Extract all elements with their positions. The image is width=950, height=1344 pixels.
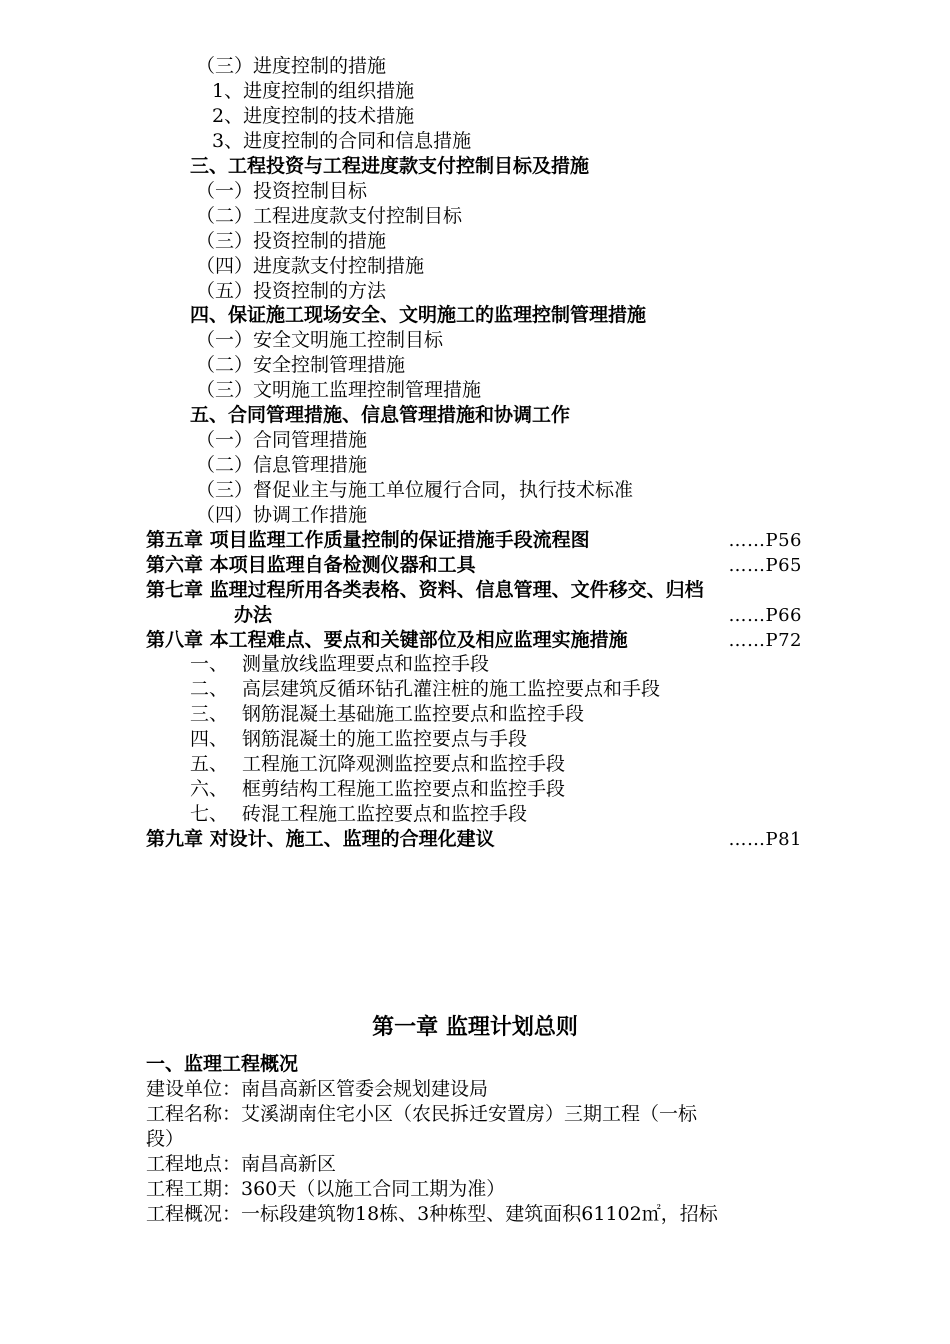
toc-chapter-7: 第七章 监理过程所用各类表格、资料、信息管理、文件移交、归档 <box>146 579 704 601</box>
toc-item: （四）协调工作措施 <box>196 504 368 526</box>
toc-page-number: ……P56 <box>728 530 802 551</box>
toc-item: 二、 高层建筑反循环钻孔灌注桩的施工监控要点和手段 <box>190 678 661 700</box>
toc-item: （二）工程进度款支付控制目标 <box>196 205 463 227</box>
toc-item: （一）合同管理措施 <box>196 429 368 451</box>
toc-chapter-9: 第九章 对设计、施工、监理的合理化建议 <box>146 828 495 850</box>
toc-chapter-6: 第六章 本项目监理自备检测仪器和工具 <box>146 554 476 576</box>
section-heading: 一、监理工程概况 <box>146 1053 299 1075</box>
toc-item: （二）信息管理措施 <box>196 454 368 476</box>
toc-section-heading: 五、合同管理措施、信息管理措施和协调工作 <box>190 404 571 426</box>
chapter-title: 第一章 监理计划总则 <box>372 1014 578 1040</box>
toc-item: （五）投资控制的方法 <box>196 280 387 302</box>
toc-item: （一）安全文明施工控制目标 <box>196 329 444 351</box>
body-line: 工程地点：南昌高新区 <box>146 1153 337 1175</box>
toc-item: （三）文明施工监理控制管理措施 <box>196 379 482 401</box>
toc-item: 一、 测量放线监理要点和监控手段 <box>190 653 490 675</box>
toc-chapter-7-continued: 办法 <box>234 604 273 626</box>
toc-item: 2、进度控制的技术措施 <box>212 105 415 127</box>
toc-item: （一）投资控制目标 <box>196 180 368 202</box>
toc-item: （二）安全控制管理措施 <box>196 354 406 376</box>
toc-item: 1、进度控制的组织措施 <box>212 80 415 102</box>
body-line: 段） <box>146 1128 185 1150</box>
toc-item: 四、 钢筋混凝土的施工监控要点与手段 <box>190 728 528 750</box>
toc-item: 七、 砖混工程施工监控要点和监控手段 <box>190 803 528 825</box>
toc-section-heading: 三、工程投资与工程进度款支付控制目标及措施 <box>190 155 590 177</box>
toc-item: 五、 工程施工沉降观测监控要点和监控手段 <box>190 753 566 775</box>
toc-item: （四）进度款支付控制措施 <box>196 255 425 277</box>
toc-item: （三）投资控制的措施 <box>196 230 387 252</box>
toc-page-number: ……P72 <box>728 630 802 651</box>
body-line: 工程名称：艾溪湖南住宅小区（农民拆迁安置房）三期工程（一标 <box>146 1103 698 1125</box>
body-line: 工程概况：一标段建筑物18栋、3种栋型、建筑面积61102㎡，招标 <box>146 1203 718 1225</box>
toc-item: （三）督促业主与施工单位履行合同，执行技术标准 <box>196 479 634 501</box>
toc-page-number: ……P65 <box>728 555 802 576</box>
toc-page-number: ……P66 <box>728 605 802 626</box>
toc-section-heading: 四、保证施工现场安全、文明施工的监理控制管理措施 <box>190 304 647 326</box>
toc-chapter-5: 第五章 项目监理工作质量控制的保证措施手段流程图 <box>146 529 590 551</box>
toc-progress-heading: （三）进度控制的措施 <box>196 55 387 77</box>
toc-item: 六、 框剪结构工程施工监控要点和监控手段 <box>190 778 566 800</box>
toc-item: 3、进度控制的合同和信息措施 <box>212 130 472 152</box>
toc-item: 三、 钢筋混凝土基础施工监控要点和监控手段 <box>190 703 585 725</box>
toc-page-number: ……P81 <box>728 829 802 850</box>
body-line: 工程工期：360天（以施工合同工期为准） <box>146 1178 506 1200</box>
toc-chapter-8: 第八章 本工程难点、要点和关键部位及相应监理实施措施 <box>146 629 628 651</box>
body-line: 建设单位：南昌高新区管委会规划建设局 <box>146 1078 489 1100</box>
